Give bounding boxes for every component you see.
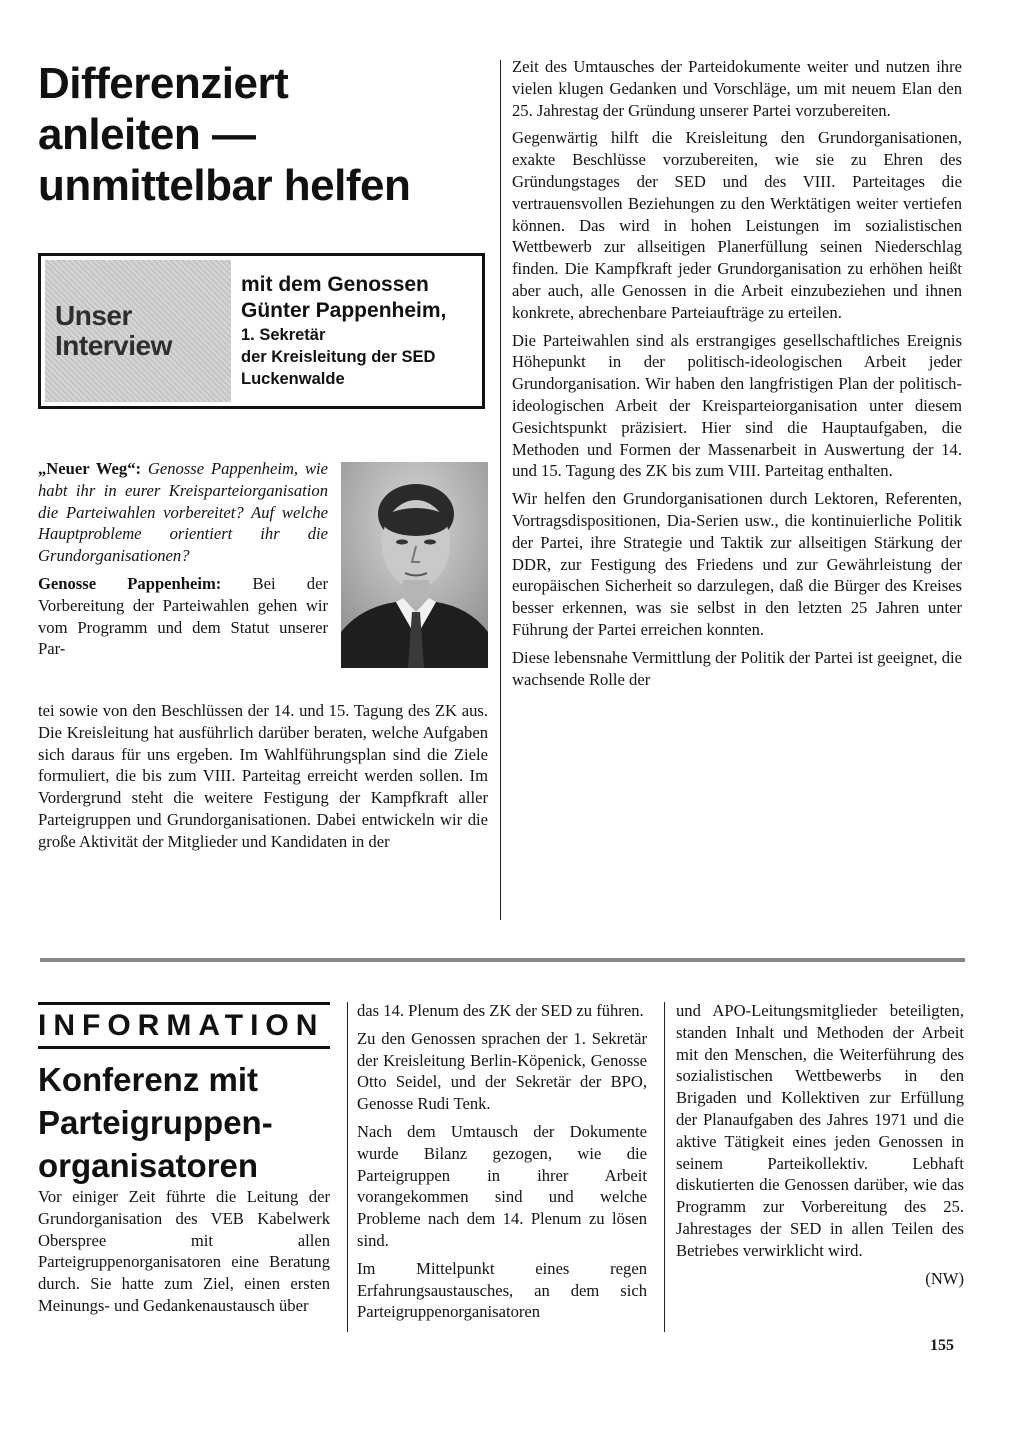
information-bottom-bar bbox=[38, 1046, 330, 1049]
paragraph: Die Parteiwahlen sind als erstrangiges gesellschaftliches Ereignis Höhepunkt in der politisch-ideologischen Arbeit jeder Grundorganisation. Wir haben den langfristigen Plan der politisch-ideologischen Arbeit der Kreisparteiorganisation unter diesem Gesichtspunkt präzisiert. Hier sind die Hauptaufgaben, die Methoden und Formen der Massenarbeit in Auswertung der 14. und 15. Tagung des ZK bis zum VIII. Parteitag enthalten. bbox=[512, 330, 962, 481]
portrait-photo-image bbox=[341, 462, 488, 668]
information-title bbox=[38, 1058, 338, 1187]
paragraph: Im Mittelpunkt eines regen Erfahrungsaustausches, an dem sich Parteigruppenorganisatoren bbox=[357, 1258, 647, 1322]
answer-text-rest: tei sowie von den Beschlüssen der 14. und 15. Tagung des ZK aus. Die Kreisleitung hat ausführlich darüber beraten, welche Aufgaben sich daraus für uns ergeben. Im Wahlführungsplan sind die Ziele formuliert, die bis zum VIII. Parteitag erreicht werden sollen. Im Vordergrund steht die weitere Festigung der Kampfkraft aller Parteigruppen und Grundorganisationen. Dabei entwickeln wir die große Aktivität der Mitglieder und Kandidaten in der bbox=[38, 701, 488, 851]
column-divider bbox=[664, 1002, 665, 1332]
column-divider bbox=[347, 1002, 348, 1332]
article-title bbox=[38, 58, 488, 211]
column-divider bbox=[500, 60, 501, 920]
information-title-line: organisatoren bbox=[38, 1147, 259, 1184]
question-label: „Neuer Weg“: bbox=[38, 459, 142, 478]
interviewee-org: der Kreisleitung der SED bbox=[241, 348, 436, 366]
interview-right-column bbox=[512, 56, 962, 696]
paragraph: Vor einiger Zeit führte die Leitung der Grundorganisation des VEB Kabelwerk Oberspree mit allen Parteigruppenorganisatoren eine Beratung durch. Sie hatte zum Ziel, einen ersten Meinungs- und Gedankenaustausch über bbox=[38, 1187, 330, 1315]
question-text: Genosse Pappenheim, wie habt ihr in eurer Kreisparteiorganisation die Parteiwahlen vorbereitet? Auf welche Hauptprobleme orientiert ihr die Grundorganisationen? bbox=[38, 459, 328, 566]
paragraph: Nach dem Umtausch der Dokumente wurde Bilanz gezogen, wie die Parteigruppen in ihrer Arbeit vorangekommen sind und welche Probleme nach dem 14. Plenum zu lösen sind. bbox=[357, 1121, 647, 1250]
portrait-photo bbox=[341, 462, 488, 668]
paragraph: Zu den Genossen sprachen der 1. Sekretär der Kreisleitung Berlin-Köpenick, Genosse Otto Seidel, und der Sekretär der BPO, Genosse Rudi Tenk. bbox=[357, 1028, 647, 1114]
information-column-3 bbox=[676, 1000, 964, 1295]
page-number: 155 bbox=[930, 1337, 954, 1354]
information-top-bar bbox=[38, 1002, 330, 1005]
interviewee-info bbox=[241, 262, 481, 400]
information-label: INFORMATION bbox=[38, 1009, 325, 1042]
author-signature: (NW) bbox=[925, 1268, 964, 1288]
information-column-2 bbox=[357, 1000, 647, 1329]
article-title-line: anleiten — bbox=[38, 110, 256, 159]
paragraph: und APO-Leitungsmitglieder beteiligten, standen Inhalt und Methoden der Arbeit mit den Menschen, die Weiterführung des sozialistischen Wettbewerbs in den Brigaden und Kollektiven zur Erfüllung der Planaufgaben des Jahres 1971 und die aktive Tätigkeit eines jeden Genossen in seinem Parteikollektiv. Lebhaft diskutierten die Genossen darüber, wie das Programm zur Vorbereitung des 25. Jahrestages der SED in allen Teilen des Betriebes verwirklicht wird. bbox=[676, 1001, 964, 1260]
paragraph: Gegenwärtig hilft die Kreisleitung den Grundorganisationen, exakte Beschlüsse vorzubereiten, wie sie zu Ehren des Gründungstages der SED und des VIII. Parteitages die vertrauensvollen Beziehungen zu den Werktätigen weiter vertiefen können. Das wird in hohen Leistungen im sozialistischen Wettbewerb zur allseitigen Planerfüllung seinen Niederschlag finden. Die Kampfkraft jeder Grundorganisation zu erhöhen heißt aber auch, alle Genossen in die Arbeit einzubeziehen und ihnen konkrete, abrechenbare Parteiaufträge zu erteilen. bbox=[512, 128, 962, 322]
information-title-line: Parteigruppen- bbox=[38, 1104, 273, 1141]
paragraph: das 14. Plenum des ZK der SED zu führen. bbox=[357, 1001, 644, 1020]
paragraph: Zeit des Umtausches der Parteidokumente weiter und nutzen ihre vielen klugen Gedanken und Vorschläge, um mit neuem Elan den 25. Jahrestag der Gründung unserer Partei vorzubereiten. bbox=[512, 57, 962, 120]
interviewee-line: mit dem Genossen bbox=[241, 273, 429, 296]
answer-label: Genosse Pappenheim: bbox=[38, 573, 222, 593]
paragraph: Diese lebensnahe Vermittlung der Politik der Partei ist geeignet, die wachsende Rolle der bbox=[512, 647, 962, 689]
interviewee-name: Günter Pappenheim, bbox=[241, 299, 447, 322]
article-title-line: Differenziert bbox=[38, 59, 289, 108]
interview-badge bbox=[45, 260, 231, 402]
interview-box bbox=[38, 253, 485, 409]
information-title-line: Konferenz mit bbox=[38, 1061, 259, 1098]
interview-question bbox=[38, 458, 328, 666]
interview-badge-line: Interview bbox=[55, 330, 172, 361]
interview-badge-line: Unser bbox=[55, 300, 132, 331]
information-column-1 bbox=[38, 1186, 330, 1323]
answer-text-top: Bei der Vorbereitung der Parteiwahlen gehen wir vom Programm und dem Statut unserer Par- bbox=[38, 573, 328, 659]
article-title-line: unmittelbar helfen bbox=[38, 161, 411, 210]
interviewee-role: 1. Sekretär bbox=[241, 326, 326, 344]
paragraph: Wir helfen den Grundorganisationen durch Lektoren, Referenten, Vortragsdispositionen, Dia-Serien usw., die kontinuierliche Politik der Partei, ihre Strategie und Taktik zur allseitigen Stärkung der DDR, zur Festigung des Friedens und zur Gewährleistung der europäischen Sicherheit so darzulegen, daß die Bürger des Kreises besser erkennen, was sie selbst in den letzten 25 Jahren unter Führung der Partei erreichen konnten. bbox=[512, 489, 962, 639]
interviewee-place: Luckenwalde bbox=[241, 370, 345, 388]
interview-answer-continued bbox=[38, 700, 488, 859]
section-separator bbox=[40, 958, 965, 962]
